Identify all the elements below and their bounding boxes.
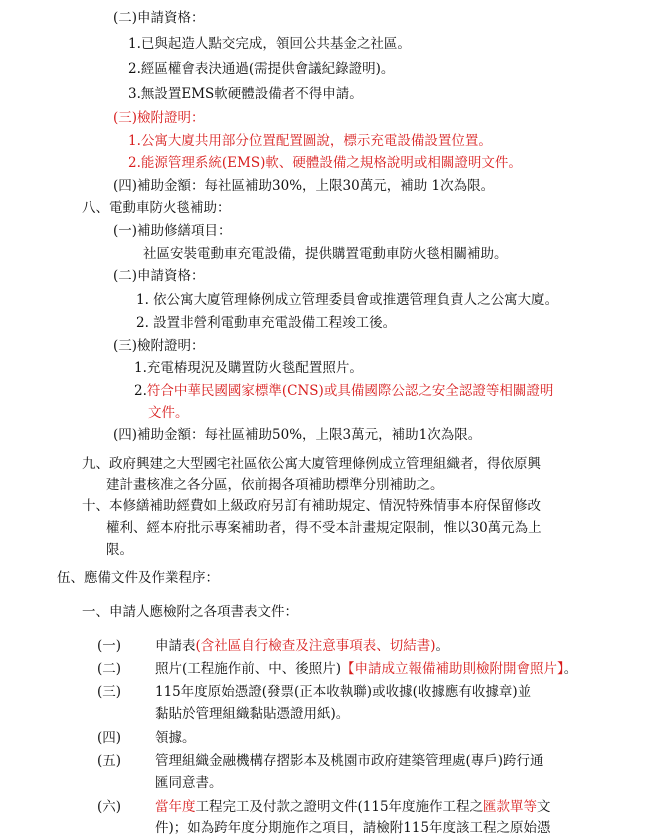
doc-2-number: (二) xyxy=(97,661,122,677)
sec7-attachment-2: 2.能源管理系統(EMS)軟、硬體設備之規格說明或相關證明文件。 xyxy=(128,155,522,171)
sec8-items-text: 社區安裝電動車充電設備，提供購置電動車防火毯相關補助。 xyxy=(143,246,508,262)
sec7-eligibility-3: 3.無設置EMS軟硬體設備者不得申請。 xyxy=(128,86,363,102)
doc-3-number: (三) xyxy=(97,684,122,700)
doc-4-line-1: 領據。 xyxy=(155,730,196,746)
doc-6-line-2: 件)；如為跨年度分期施作之項目，請檢附115年度該工程之原始憑 xyxy=(155,820,551,836)
doc-1-note: (含社區自行檢查及注意事項表、切結書) xyxy=(195,638,436,654)
doc-2-note: 【申請成立報備補助則檢附開會照片】 xyxy=(341,661,564,677)
doc-1-number: (一) xyxy=(97,638,122,654)
part5-title: 伍、應備文件及作業程序： xyxy=(57,570,219,586)
sec8-attachment-2-num: 2. xyxy=(134,383,147,399)
sec8-eligibility-1: 1. 依公寓大廈管理條例成立管理委員會或推選管理負責人之公寓大廈。 xyxy=(136,292,559,308)
sec8-attachment-2-cont: 文件。 xyxy=(148,405,189,421)
sec7-eligibility-2: 2.經區權會表決通過(需提供會議紀錄證明)。 xyxy=(128,61,395,77)
sec8-eligibility-2: 2. 設置非營利電動車充電設備工程竣工後。 xyxy=(136,315,397,331)
sec8-eligibility-heading: (二)申請資格： xyxy=(113,268,205,284)
sec7-attachment-1: 1.公寓大廈共用部分位置配置圖說，標示充電設備設置位置。 xyxy=(128,133,492,149)
doc-6-line-1 xyxy=(155,797,551,817)
sec8-amount: (四)補助金額：每社區補助50%，上限3萬元，補助1次為限。 xyxy=(113,427,482,443)
sec7-eligibility-heading: (二)申請資格： xyxy=(113,10,205,26)
sec8-title: 八、電動車防火毯補助： xyxy=(82,200,231,216)
doc-6-text-b: 文 xyxy=(537,799,551,815)
sec8-attachment-2 xyxy=(134,381,553,401)
doc-2-label: 照片(工程施作前、中、後照片) xyxy=(155,661,342,677)
doc-6-current-year: 當年度 xyxy=(155,799,196,815)
sec8-attachment-1: 1.充電樁現況及購置防火毯配置照片。 xyxy=(134,360,363,376)
doc-5-line-1: 管理組織金融機構存摺影本及桃園市政府建築管理處(專戶)跨行通 xyxy=(155,753,544,769)
doc-1-end: 。 xyxy=(435,638,450,654)
doc-2-end: 。 xyxy=(563,661,578,677)
sec8-attachments-heading: (三)檢附證明： xyxy=(113,338,205,354)
sec8-attachment-2-text: 符合中華民國國家標準(CNS)或具備國際公認之安全認證等相關證明 xyxy=(146,383,554,399)
doc-6-text-a: 工程完工及付款之證明文件(115年度施作工程之 xyxy=(195,799,484,815)
sec10-line-3: 限。 xyxy=(106,542,133,558)
doc-4-number: (四) xyxy=(97,730,122,746)
part5-subheading: 一、申請人應檢附之各項書表文件： xyxy=(82,604,298,620)
doc-1-text xyxy=(155,636,449,656)
doc-6-remittance: 匯款單等 xyxy=(483,799,538,815)
sec10-line-1: 十、本修繕補助經費如上級政府另訂有補助規定、情況特殊情事本府保留修改 xyxy=(82,498,541,514)
doc-6-number: (六) xyxy=(97,799,122,815)
doc-5-line-2: 匯同意書。 xyxy=(155,775,223,791)
sec7-eligibility-1: 1.已與起造人點交完成，領回公共基金之社區。 xyxy=(128,36,411,52)
doc-3-line-1: 115年度原始憑證(發票(正本收執聯)或收據(收據應有收據章)並 xyxy=(155,684,532,700)
sec9-line-1: 九、政府興建之大型國宅社區依公寓大廈管理條例成立管理組織者，得依原興 xyxy=(82,456,541,472)
sec9-line-2: 建計畫核准之各分區，依前揭各項補助標準分別補助之。 xyxy=(106,477,444,493)
sec8-items-heading: (一)補助修繕項目： xyxy=(113,223,232,239)
doc-5-number: (五) xyxy=(97,753,122,769)
sec10-line-2: 權利、經本府批示專案補助者，得不受本計畫規定限制，惟以30萬元為上 xyxy=(106,520,542,536)
doc-1-label: 申請表 xyxy=(155,638,196,654)
doc-2-text xyxy=(155,659,577,679)
sec7-amount: (四)補助金額：每社區補助30%，上限30萬元，補助 1次為限。 xyxy=(113,178,495,194)
doc-3-line-2: 黏貼於管理組織黏貼憑證用紙)。 xyxy=(155,706,350,722)
sec7-attachments-heading: (三)檢附證明： xyxy=(113,110,205,126)
